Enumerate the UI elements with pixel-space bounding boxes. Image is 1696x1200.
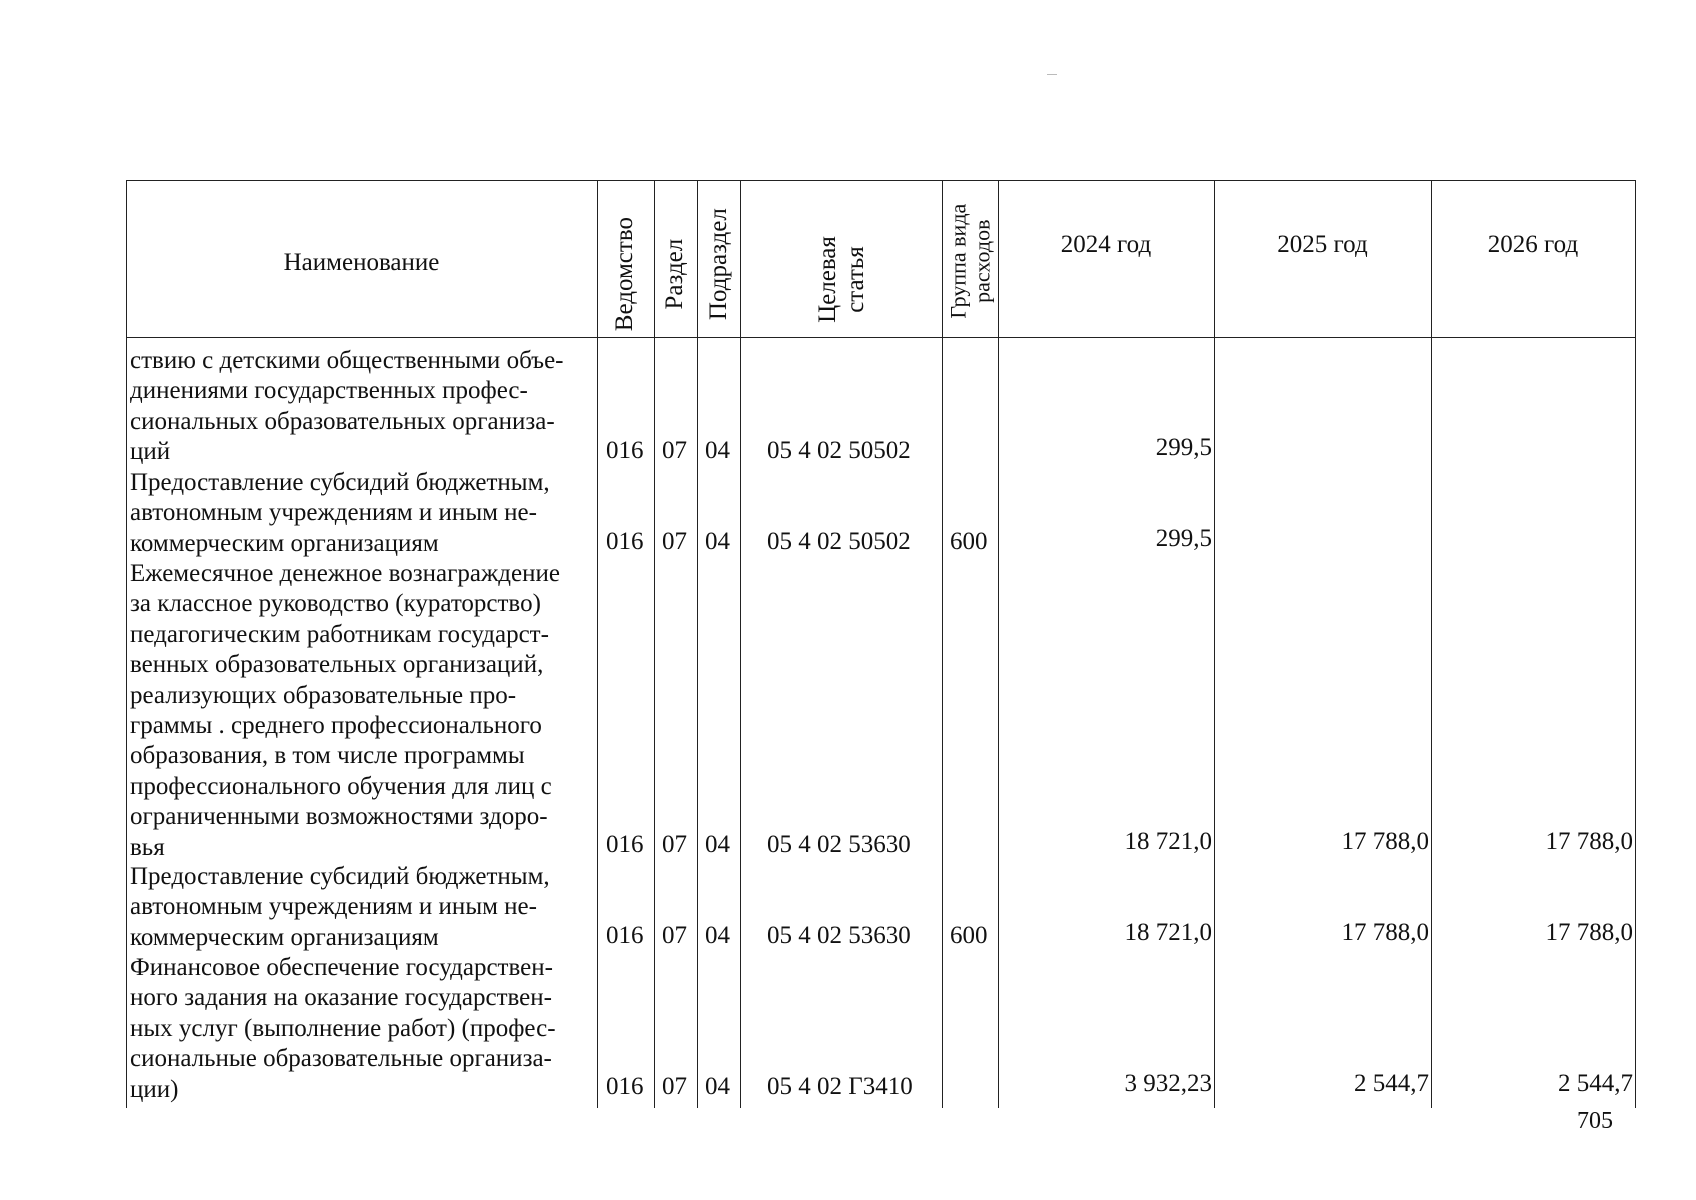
name-line: автономным учреждениям и иным не-	[130, 893, 537, 921]
cell-2026: 17 788,0	[1545, 828, 1633, 855]
name-line: реализующих образовательные про-	[130, 681, 517, 709]
name-line: коммерческим организациям	[130, 529, 439, 557]
name-line: за классное руководство (кураторство)	[130, 590, 541, 618]
name-line: ствию с детскими общественными объе-	[130, 347, 564, 374]
cell-razdel: 07	[662, 922, 687, 949]
cell-vedomstvo: 016	[606, 437, 644, 464]
name-line: педагогическим работникам государст-	[130, 620, 549, 648]
body-divider	[942, 338, 943, 1108]
header-2026-label: 2026 год	[1487, 231, 1579, 258]
name-line: граммы . среднего профессионального	[130, 712, 542, 740]
name-line: вья	[130, 833, 165, 861]
scan-mark	[1047, 74, 1057, 75]
header-border	[1635, 180, 1636, 338]
name-line: Финансовое обеспечение государствен-	[130, 954, 553, 981]
cell-gruppa: 600	[950, 528, 988, 555]
cell-celevaya: 05 4 02 50502	[767, 528, 911, 555]
name-line: ных услуг (выполнение работ) (профес-	[130, 1014, 556, 1042]
cell-razdel: 07	[662, 437, 687, 464]
cell-2024: 18 721,0	[1124, 919, 1212, 946]
table-row-name	[130, 953, 590, 1105]
name-line: динениями государственных профес-	[130, 377, 528, 405]
name-line: ции)	[130, 1075, 179, 1103]
name-line: ного задания на оказание государствен-	[130, 984, 552, 1012]
cell-podrazdel: 04	[705, 437, 730, 464]
cell-2024: 18 721,0	[1124, 828, 1212, 855]
cell-vedomstvo: 016	[606, 528, 644, 555]
body-divider	[1214, 338, 1215, 1108]
body-divider	[697, 338, 698, 1108]
name-line: Ежемесячное денежное вознаграждение	[130, 560, 560, 587]
cell-2026: 17 788,0	[1545, 919, 1633, 946]
header-celevaya-line1: Целевая	[813, 235, 841, 323]
header-name	[126, 180, 597, 338]
header-razdel	[654, 180, 697, 338]
cell-vedomstvo: 016	[606, 922, 644, 949]
name-line: профессионального обучения для лиц с	[130, 772, 552, 800]
cell-razdel: 07	[662, 831, 687, 858]
cell-razdel: 07	[662, 528, 687, 555]
body-divider	[597, 338, 598, 1108]
header-gruppa	[942, 180, 998, 338]
cell-2025: 2 544,7	[1354, 1070, 1429, 1097]
cell-2024: 299,5	[1155, 434, 1212, 461]
cell-podrazdel: 04	[705, 831, 730, 858]
header-2024	[998, 180, 1214, 338]
cell-gruppa: 600	[950, 922, 988, 949]
header-2026	[1431, 180, 1635, 338]
body-divider	[654, 338, 655, 1108]
name-line: сиональные образовательные организа-	[130, 1045, 552, 1073]
table-row-name	[130, 559, 590, 863]
header-name-label: Наименование	[283, 248, 440, 276]
header-podrazdel-label: Подраздел	[704, 208, 732, 320]
header-razdel-label: Раздел	[661, 238, 689, 310]
header-2025	[1214, 180, 1431, 338]
name-line: венных образовательных организаций,	[130, 651, 544, 679]
table-row-name	[130, 468, 590, 559]
cell-podrazdel: 04	[705, 1073, 730, 1100]
cell-2024: 3 932,23	[1124, 1070, 1212, 1097]
cell-celevaya: 05 4 02 Г3410	[767, 1073, 913, 1100]
name-line: Предоставление субсидий бюджетным,	[130, 863, 550, 890]
cell-podrazdel: 04	[705, 922, 730, 949]
header-2025-label: 2025 год	[1277, 231, 1368, 258]
body-divider	[998, 338, 999, 1108]
name-line: Предоставление субсидий бюджетным,	[130, 469, 550, 496]
header-gruppa-line2: расходов	[969, 219, 995, 303]
cell-celevaya: 05 4 02 53630	[767, 922, 911, 949]
name-line: образования, в том числе программы	[130, 742, 525, 770]
body-divider	[740, 338, 741, 1108]
name-line: автономным учреждениям и иным не-	[130, 499, 537, 527]
header-celevaya-label	[813, 236, 868, 323]
name-line: ций	[130, 438, 171, 466]
header-vedomstvo-label: Ведомство	[611, 216, 639, 332]
body-border	[1635, 338, 1636, 1108]
cell-vedomstvo: 016	[606, 1073, 644, 1100]
header-celevaya	[740, 180, 942, 338]
name-line: ограниченными возможностями здоро-	[130, 803, 548, 831]
cell-2024: 299,5	[1155, 525, 1212, 552]
table-row-name	[130, 862, 590, 953]
cell-vedomstvo: 016	[606, 831, 644, 858]
cell-celevaya: 05 4 02 53630	[767, 831, 911, 858]
body-divider	[1431, 338, 1432, 1108]
name-line: коммерческим организациям	[130, 923, 439, 951]
table-row-name	[130, 346, 590, 468]
cell-2026: 2 544,7	[1558, 1070, 1633, 1097]
header-2024-label: 2024 год	[1060, 231, 1152, 258]
cell-razdel: 07	[662, 1073, 687, 1100]
page-number: 705	[1577, 1108, 1613, 1134]
body-border	[126, 338, 127, 1108]
name-line: сиональных образовательных организа-	[130, 407, 555, 435]
cell-podrazdel: 04	[705, 528, 730, 555]
header-podrazdel	[697, 180, 740, 338]
header-gruppa-line1: Группа вида	[944, 203, 970, 319]
header-gruppa-label	[946, 204, 994, 319]
header-celevaya-line2: статья	[840, 245, 868, 313]
cell-2025: 17 788,0	[1341, 919, 1429, 946]
cell-2025: 17 788,0	[1341, 828, 1429, 855]
header-vedomstvo	[597, 180, 654, 338]
cell-celevaya: 05 4 02 50502	[767, 437, 911, 464]
